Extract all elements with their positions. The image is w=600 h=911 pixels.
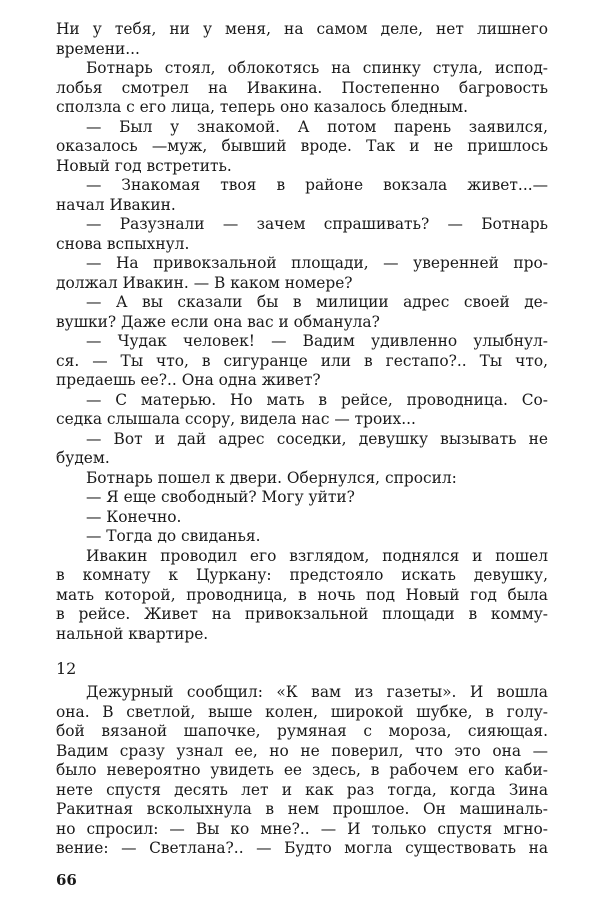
text-line: в рейсе. Живет на привокзальной площади в комму-	[56, 605, 548, 623]
text-line: вение: — Светлана?.. — Будто могла существовать на	[56, 839, 548, 857]
text-line: оказалось —муж, бывший вроде. Так и не пришлось	[56, 137, 548, 155]
text-line: — Чудак человек! — Вадим удивленно улыбнул-	[86, 332, 548, 350]
text-line: Ботнарь стоял, облокотясь на спинку стула, испод-	[86, 59, 548, 77]
text-line: — Вот и дай адрес соседки, девушку вызывать не	[86, 429, 548, 448]
text-line: — Знакомая твоя в районе вокзала живет...—	[86, 176, 548, 194]
text-line: но спросил: — Вы ко мне?.. — И только спустя мгно-	[56, 819, 548, 838]
text-line: — Тогда до свиданья.	[86, 527, 261, 545]
text-line: бой вязаной шапочке, румяная с мороза, сияющая.	[56, 722, 548, 740]
text-line: Ботнарь пошел к двери. Обернулся, спросил:	[86, 468, 457, 487]
text-line: — Был у знакомой. А потом парень заявился,	[86, 117, 548, 136]
text-line: сползла с его лица, теперь оно казалось бледным.	[56, 98, 468, 116]
text-line: в комнату к Цуркану: предстояло искать девушку,	[56, 566, 548, 584]
page-number: 66	[56, 871, 77, 889]
text-line: снова вспыхнул.	[56, 234, 190, 253]
text-line: было невероятно увидеть ее здесь, в рабочем его каби-	[56, 761, 548, 779]
text-line: Ракитная всколыхнула в нем прошлое. Он машиналь-	[56, 800, 548, 818]
text-line: Ни у тебя, ни у меня, на самом деле, нет лишнего	[56, 20, 548, 38]
text-line: — Я еще свободный? Могу уйти?	[86, 488, 355, 506]
text-line: седка слышала ссору, видела нас — троих...	[56, 410, 416, 428]
chapter-number: 12	[56, 659, 77, 678]
text-block-chapter	[56, 683, 548, 859]
text-line: нете спустя десять лет и как раз тогда, когда Зина	[56, 780, 548, 799]
text-line: — Разузнали — зачем спрашивать? — Ботнарь	[86, 215, 548, 233]
text-line: Дежурный сообщил: «К вам из газеты». И вошла	[86, 683, 548, 701]
text-line: предаешь ее?.. Она одна живет?	[56, 371, 321, 389]
text-line: Ивакин проводил его взглядом, поднялся и пошел	[86, 546, 548, 565]
text-line: — С матерью. Но мать в рейсе, проводница. Со-	[86, 390, 548, 409]
text-line: лобья смотрел на Ивакина. Постепенно багровость	[56, 78, 548, 97]
text-line: должал Ивакин. — В каком номере?	[56, 273, 353, 292]
text-line: — А вы сказали бы в милиции адрес своей де-	[86, 293, 548, 311]
text-line: начал Ивакин.	[56, 195, 176, 214]
text-line: — На привокзальной площади, — уверенней про-	[86, 254, 548, 272]
text-block-main	[56, 20, 548, 644]
text-line: будем.	[56, 449, 110, 467]
text-line: Новый год встретить.	[56, 156, 232, 175]
text-line: нальной квартире.	[56, 624, 209, 643]
text-line: она. В светлой, выше колен, широкой шубке, в голу-	[56, 702, 548, 721]
text-line: вушки? Даже если она вас и обманула?	[56, 312, 380, 331]
text-line: времени...	[56, 39, 140, 58]
text-line: мать которой, проводница, в ночь под Новый год была	[56, 585, 548, 604]
text-line: — Конечно.	[86, 507, 182, 526]
text-line: Вадим сразу узнал ее, но не поверил, что это она —	[56, 741, 548, 760]
text-line: ся. — Ты что, в сигуранце или в гестапо?.. Ты что,	[56, 351, 548, 370]
